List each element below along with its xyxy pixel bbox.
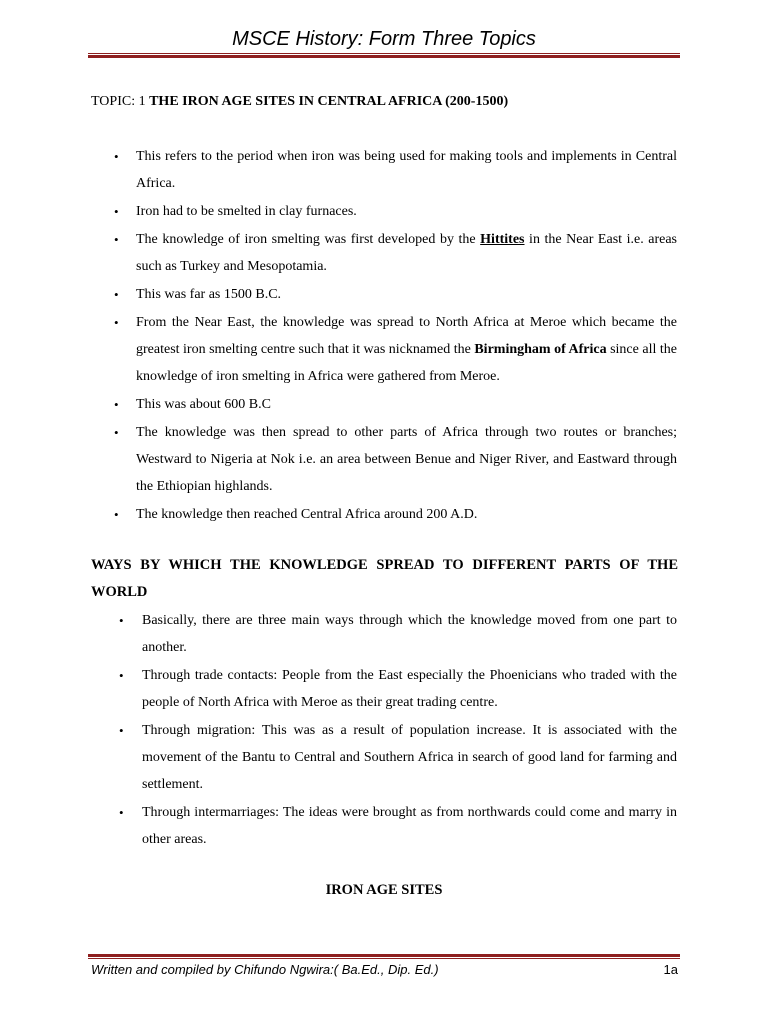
footer-rule	[88, 954, 680, 959]
list-item: • Through trade contacts: People from the East especially the Phoenicians who traded with the people of North Africa with Meroe as their great trading centre.	[142, 662, 677, 716]
page-header-title: MSCE History: Form Three Topics	[232, 28, 536, 50]
list-item: • Basically, there are three main ways through which the knowledge moved from one part to another.	[142, 607, 677, 661]
list-item: • The knowledge of iron smelting was first developed by the Hittites in the Near East i.e. areas such as Turkey and Mesopotamia.	[136, 226, 677, 280]
spread-ways-bullet-list	[119, 607, 677, 853]
bullet-icon: •	[119, 668, 124, 683]
header-rule	[88, 53, 680, 58]
bullet-icon: •	[114, 149, 119, 164]
bullet-icon: •	[119, 613, 124, 628]
list-item: • This was about 600 B.C	[136, 391, 677, 418]
bullet-icon: •	[114, 507, 119, 522]
list-item: • Through migration: This was as a result of population increase. It is associated with the movement of the Bantu to Central and Southern Africa in search of good land for farming and settlement.	[142, 717, 677, 798]
list-item: • This refers to the period when iron was being used for making tools and implements in Central Africa.	[136, 143, 677, 197]
list-item: • The knowledge was then spread to other parts of Africa through two routes or branches; Westward to Nigeria at Nok i.e. an area between Benue and Niger River, and Eastward through the Ethiopian highlands.	[136, 419, 677, 500]
bullet-icon: •	[114, 425, 119, 440]
list-item: • The knowledge then reached Central Africa around 200 A.D.	[136, 501, 677, 528]
iron-age-bullet-list	[114, 143, 677, 528]
list-item: • Iron had to be smelted in clay furnaces.	[136, 198, 677, 225]
bullet-icon: •	[114, 287, 119, 302]
section-heading: WAYS BY WHICH THE KNOWLEDGE SPREAD TO DIFFERENT PARTS OF THE WORLD	[91, 557, 678, 600]
topic-heading	[91, 92, 508, 112]
page-number: 1a	[663, 962, 678, 977]
footer-author: Written and compiled by Chifundo Ngwira:( Ba.Ed., Dip. Ed.)	[91, 962, 439, 977]
list-item: • This was far as 1500 B.C.	[136, 281, 677, 308]
bullet-icon: •	[114, 204, 119, 219]
bullet-icon: •	[114, 397, 119, 412]
list-item: • Through intermarriages: The ideas were brought as from northwards could come and marry in other areas.	[142, 799, 677, 853]
bullet-icon: •	[119, 723, 124, 738]
list-item: • From the Near East, the knowledge was spread to North Africa at Meroe which became the greatest iron smelting centre such that it was nicknamed the Birmingham of Africa since all the knowledge of iron smelting in Africa were gathered from Meroe.	[136, 309, 677, 390]
bullet-icon: •	[114, 315, 119, 330]
bullet-icon: •	[114, 232, 119, 247]
topic-prefix: TOPIC: 1	[91, 94, 150, 109]
iron-age-sites-heading: IRON AGE SITES	[325, 882, 443, 898]
bullet-icon: •	[119, 805, 124, 820]
birmingham-term: Birmingham of Africa	[474, 342, 607, 357]
hittites-term: Hittites	[480, 232, 525, 247]
topic-title: THE IRON AGE SITES IN CENTRAL AFRICA (200-1500)	[149, 94, 509, 109]
